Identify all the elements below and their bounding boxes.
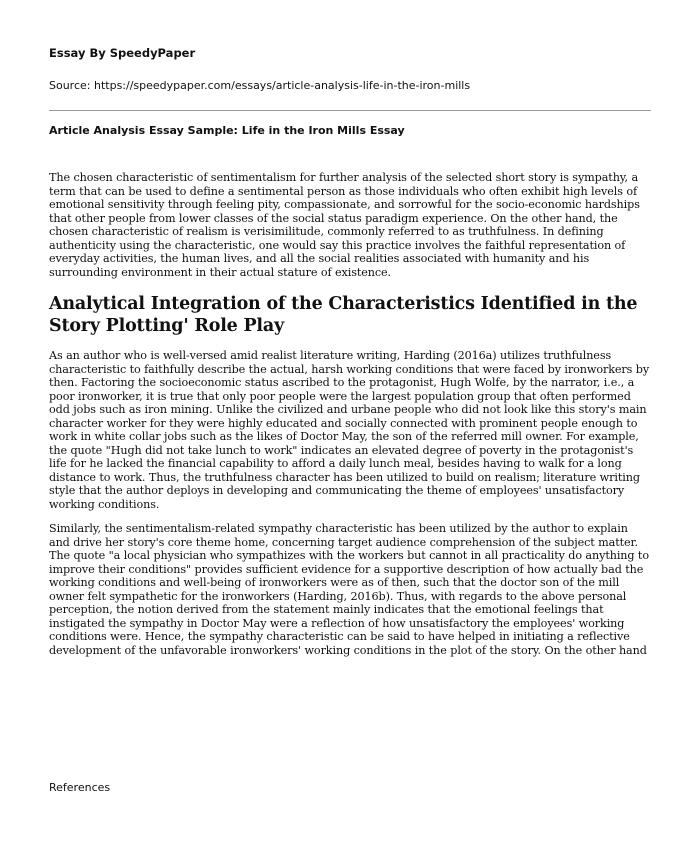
site-title: Essay By SpeedyPaper	[49, 46, 196, 60]
header-divider	[49, 110, 651, 111]
essay-title: Article Analysis Essay Sample: Life in the Iron Mills Essay	[49, 124, 405, 137]
paragraph-2: As an author who is well-versed amid realist literature writing, Harding (2016a) utilizes truthfulness characteristic to faithfully describe the actual, harsh working conditions that were faced by ironworkers by then. Factoring the socioeconomic status ascribed to the protagonist, Hugh Wolfe, by the narrator, i.e., a poor ironworker, it is true that only poor people were the largest population group that often performed odd jobs such as iron mining. Unlike the civilized and urbane people who did not look like this story's main character worker for they were highly educated and socially connected with prominent people enough to work in white collar jobs such as the likes of Doctor May, the son of the referred mill owner. For example, the quote "Hugh did not take lunch to work" indicates an elevated degree of poverty in the protagonist's life for he lacked the financial capability to afford a daily lunch meal, besides having to walk for a long distance to work. Thus, the truthfulness character has been utilized to build on realism; literature writing style that the author deploys in developing and communicating the theme of employees' unsatisfactory working conditions.	[49, 349, 650, 511]
references-label: References	[49, 781, 111, 794]
section-heading: Analytical Integration of the Characteristics Identified in the Story Plotting' Role Play	[49, 294, 638, 336]
source-line: Source: https://speedypaper.com/essays/article-analysis-life-in-the-iron-mills	[49, 79, 471, 92]
paragraph-1: The chosen characteristic of sentimentalism for further analysis of the selected short story is sympathy, a term that can be used to define a sentimental person as those individuals who often exhibit high levels of emotional sensitivity through feeling pity, compassionate, and sorrowful for the socio-economic hardships that other people from lower classes of the social status paradigm experience. On the other hand, the chosen characteristic of realism is verisimilitude, commonly referred to as truthfulness. In defining authenticity using the characteristic, one would say this practice involves the faithful representation of everyday activities, the human lives, and all the social realities associated with humanity and his surrounding environment in their actual stature of existence.	[49, 171, 640, 279]
paragraph-3: Similarly, the sentimentalism-related sympathy characteristic has been utilized by the author to explain and drive her story's core theme home, concerning target audience comprehension of the subject matter. The quote "a local physician who sympathizes with the workers but cannot in all practicality do anything to improve their conditions" provides sufficient evidence for a supportive description of how actually bad the working conditions and well-being of ironworkers were as of then, such that the doctor son of the mill owner felt sympathetic for the ironworkers (Harding, 2016b). Thus, with regards to the above personal perception, the notion derived from the statement mainly indicates that the emotional feelings that instigated the sympathy in Doctor May were a reflection of how unsatisfactory the employees' working conditions were. Hence, the sympathy characteristic can be said to have helped in initiating a reflective development of the unfavorable ironworkers' working conditions in the plot of the story. On the other hand	[49, 522, 649, 657]
